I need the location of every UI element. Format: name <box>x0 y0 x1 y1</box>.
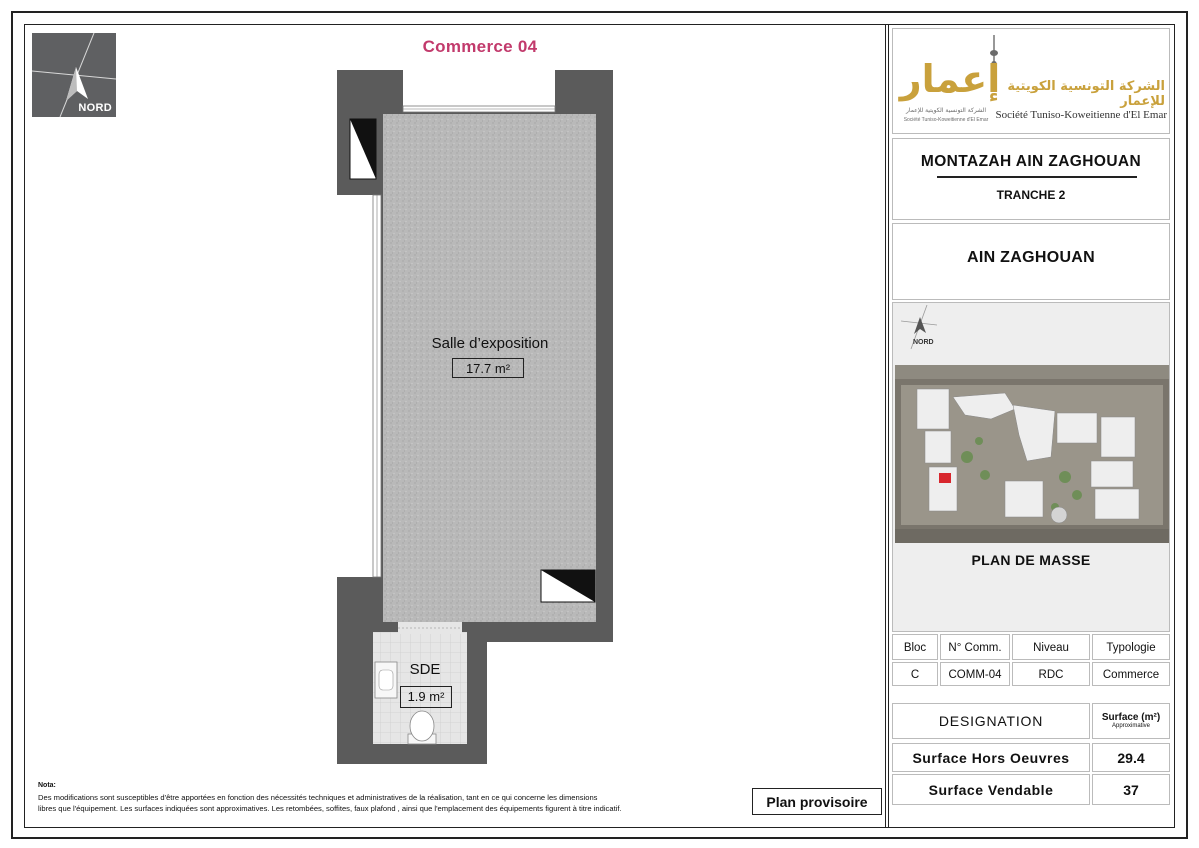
note-line: Des modifications sont susceptibles d'être apportées en fonction des nécessités techniques et administratives de la réalisation, tant en ce qui concerne les dimensions <box>38 793 598 802</box>
value-comm: COMM-04 <box>940 662 1010 686</box>
company-logo-box <box>892 28 1170 134</box>
column-top-left <box>350 119 376 179</box>
plan-de-masse-box <box>892 302 1170 632</box>
surface-header-label: Surface (m²) <box>1101 712 1161 723</box>
column-bottom-right <box>541 570 595 602</box>
project-tranche: TRANCHE 2 <box>996 188 1066 202</box>
value-niveau: RDC <box>1012 662 1090 686</box>
project-box <box>892 138 1170 220</box>
room-area-sde: 1.9 m² <box>400 686 452 708</box>
location-name: AIN ZAGHOUAN <box>966 249 1096 266</box>
panel-divider-2 <box>888 24 889 828</box>
header-comm: N° Comm. <box>940 634 1010 660</box>
room-area-salle: 17.7 m² <box>452 358 524 378</box>
surface-row-label: Surface Vendable <box>892 774 1090 805</box>
company-name: Société Tuniso-Koweitienne d'El Emar <box>995 109 1167 121</box>
plan-title: Commerce 04 <box>422 37 538 56</box>
site-highlight <box>939 473 951 483</box>
panel-divider <box>885 24 886 828</box>
note-text <box>38 792 738 814</box>
surface-header <box>1092 703 1170 739</box>
value-typologie: Commerce <box>1092 662 1170 686</box>
header-bloc: Bloc <box>892 634 938 660</box>
project-underline <box>937 176 1137 178</box>
surface-row-label: Surface Hors Oeuvres <box>892 743 1090 772</box>
value-bloc: C <box>892 662 938 686</box>
masse-north-label: NORD <box>913 339 934 346</box>
plan-provisoire-stamp: Plan provisoire <box>752 788 882 815</box>
header-niveau: Niveau <box>1012 634 1090 660</box>
site-plan-image <box>895 365 1169 543</box>
north-label: NORD <box>78 102 112 114</box>
top-window <box>403 70 555 112</box>
location-box <box>892 223 1170 300</box>
plan-de-masse-label: PLAN DE MASSE <box>971 552 1091 568</box>
surface-row-value: 29.4 <box>1092 743 1170 772</box>
north-arrow <box>32 33 116 117</box>
sink <box>375 662 397 698</box>
note-title: Nota: <box>38 782 56 789</box>
surface-header-sub: Approximative <box>1111 723 1150 729</box>
room-name-sde: SDE <box>409 661 441 678</box>
left-glazing <box>337 195 381 577</box>
company-arabic: الشركة التونسية الكويتية للإعمار <box>1007 79 1165 109</box>
surface-row-value: 37 <box>1092 774 1170 805</box>
company-small: Société Tuniso-Koweitienne d'El Emar <box>903 117 989 123</box>
note-line: libres que l'équipement. Les surfaces indiquées sont approximatives. Les retombées, soffites, faux plafond , ainsi que l'emplacement des équipements figurent à titre indicatif. <box>38 804 622 813</box>
company-arabic-small: الشركة التونسية الكويتية للإعمار <box>905 107 986 114</box>
room-name-salle: Salle d’exposition <box>431 335 549 352</box>
header-typologie: Typologie <box>1092 634 1170 660</box>
floor-plan <box>330 62 620 770</box>
project-name: MONTAZAH AIN ZAGHOUAN <box>920 153 1142 170</box>
designation-header: DESIGNATION <box>892 703 1090 739</box>
brand-arabic: إعمار <box>899 57 1001 101</box>
